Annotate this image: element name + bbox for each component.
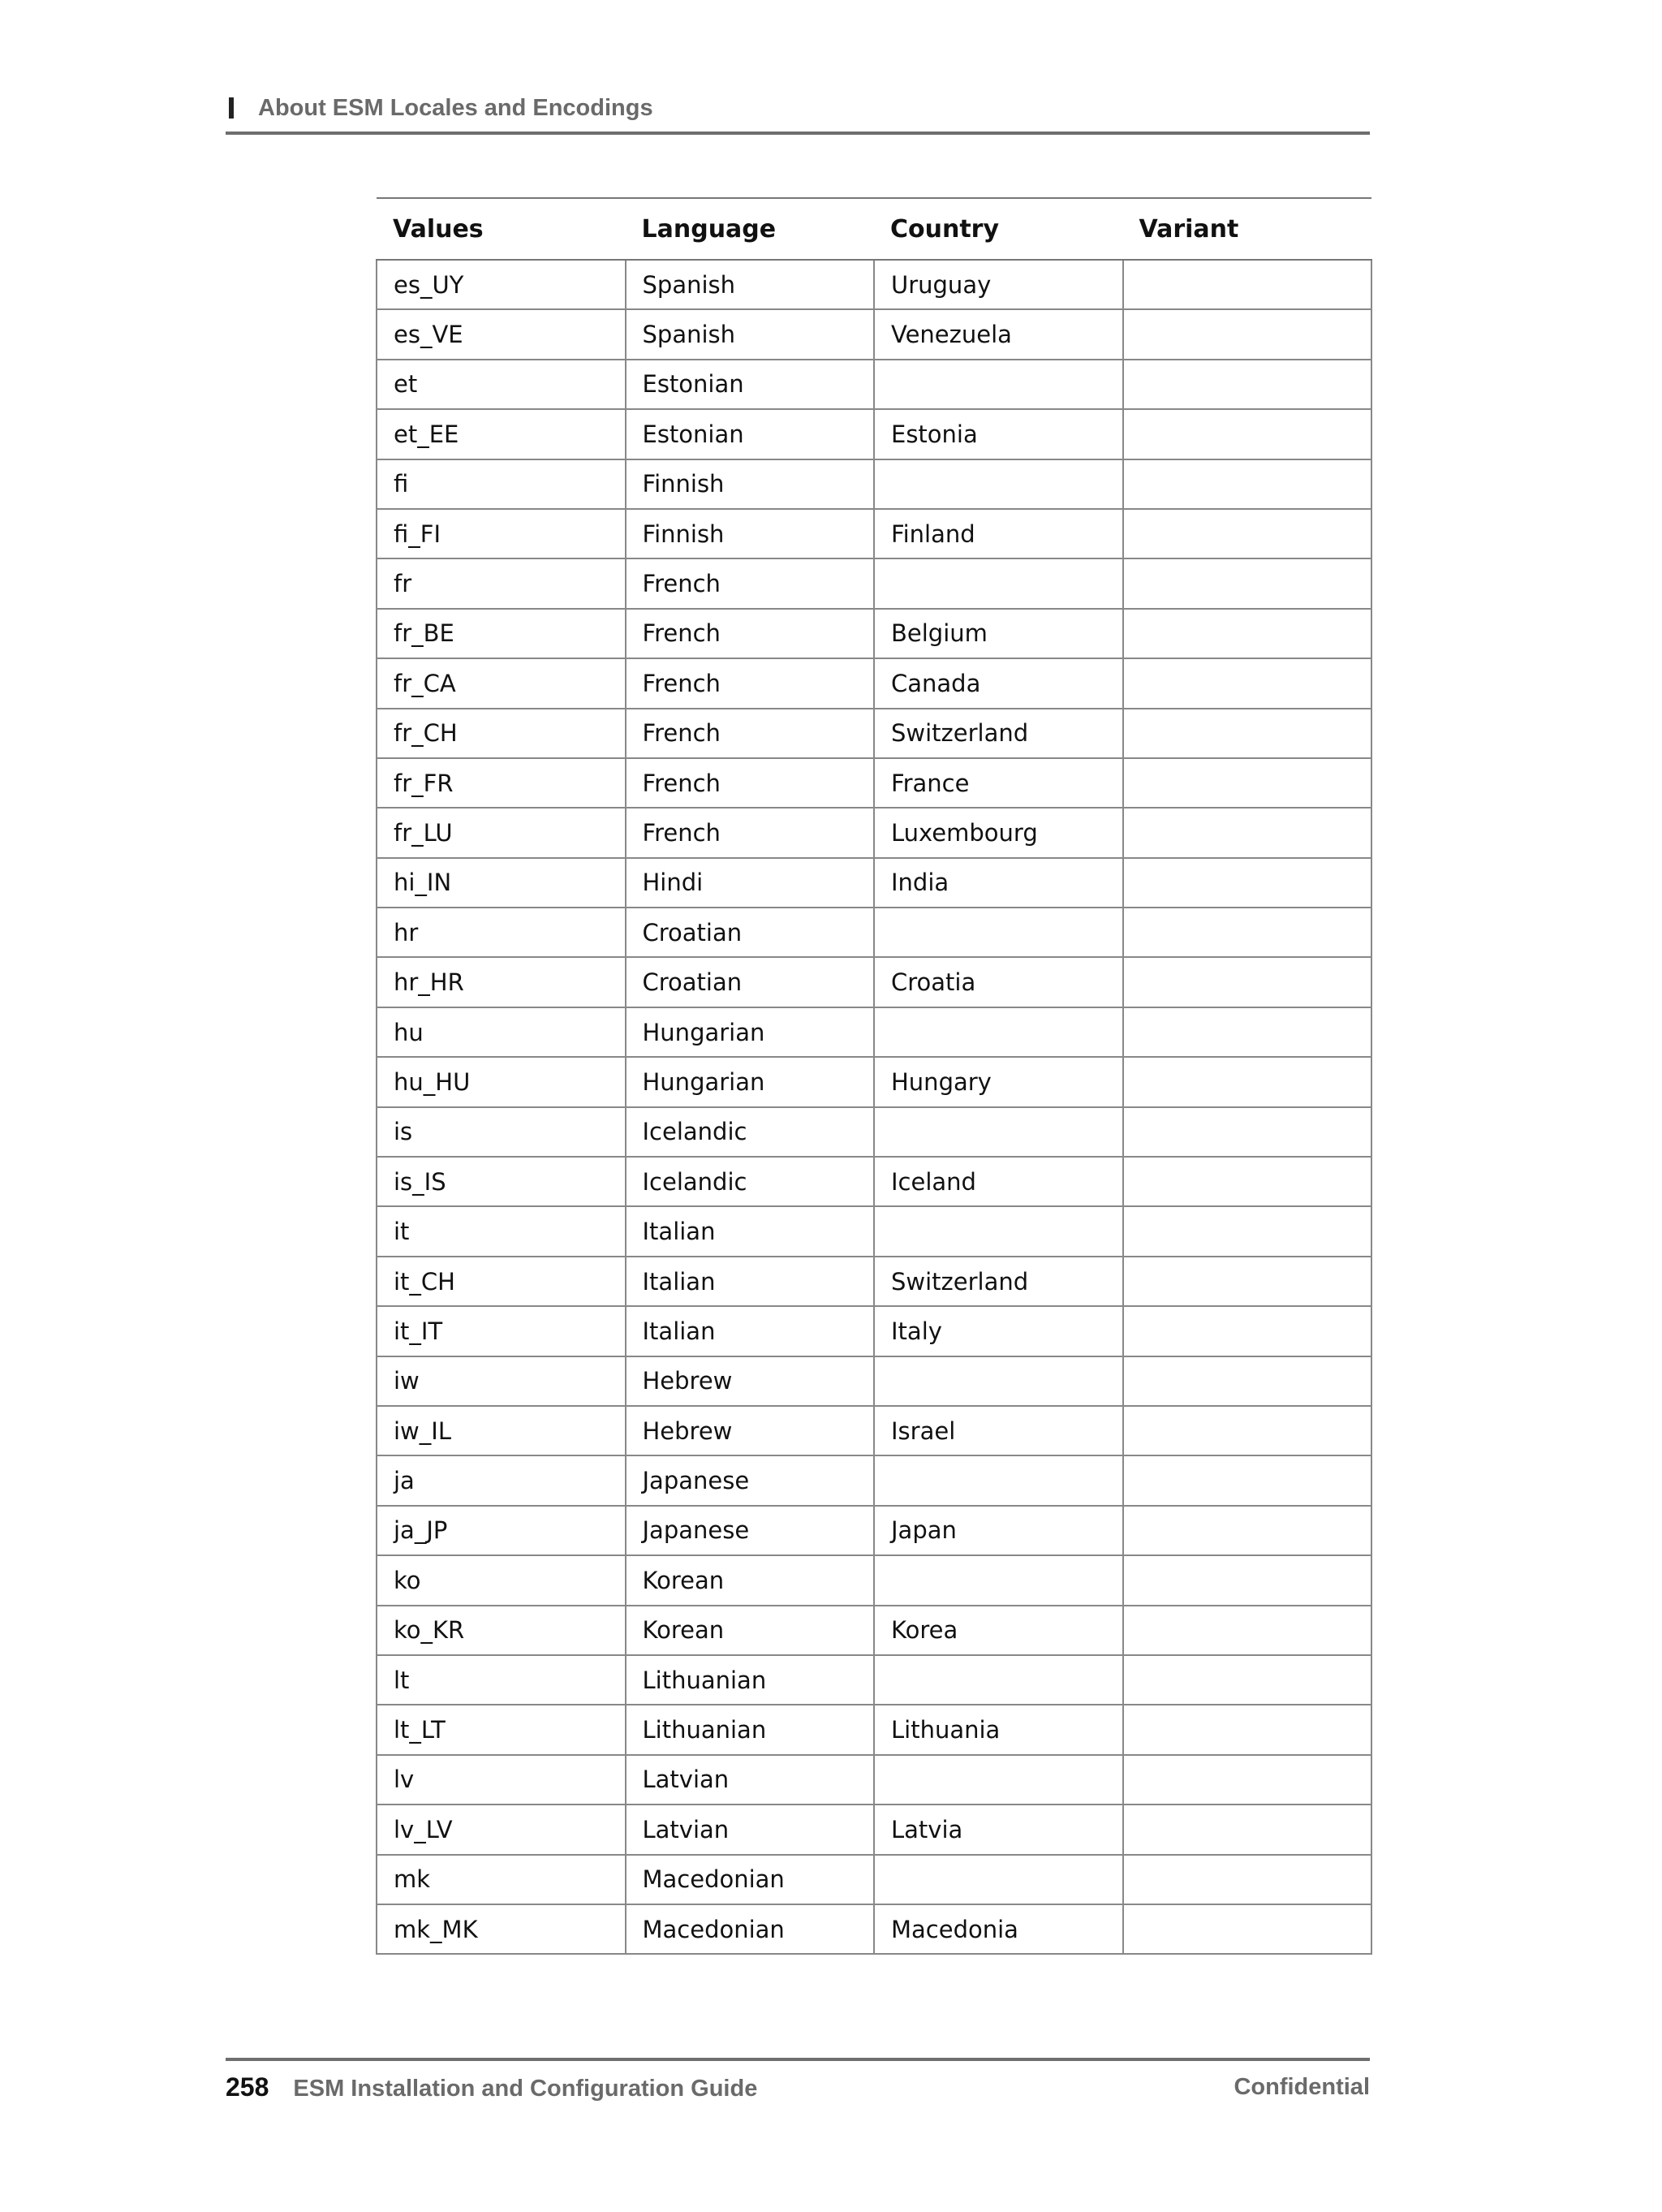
cell-language: French <box>626 758 875 808</box>
cell-variant <box>1123 1306 1372 1356</box>
cell-country: Lithuania <box>874 1705 1123 1754</box>
table-row <box>377 1406 1371 1455</box>
cell-country <box>874 1555 1123 1605</box>
locale-table <box>376 197 1372 1955</box>
table-row <box>377 309 1371 359</box>
cell-country: Switzerland <box>874 1257 1123 1306</box>
table-row <box>377 808 1371 857</box>
cell-country: Italy <box>874 1306 1123 1356</box>
cell-country: Croatia <box>874 957 1123 1007</box>
cell-value: iw <box>377 1356 626 1406</box>
cell-value: fr_CA <box>377 658 626 708</box>
cell-language: Lithuanian <box>626 1705 875 1754</box>
cell-value: et <box>377 360 626 409</box>
table-row <box>377 1157 1371 1206</box>
cell-variant <box>1123 709 1372 758</box>
table-row <box>377 1606 1371 1655</box>
cell-country <box>874 360 1123 409</box>
header-country: Country <box>874 198 1123 260</box>
cell-country: Latvia <box>874 1805 1123 1854</box>
table-row <box>377 1107 1371 1157</box>
table-row <box>377 1257 1371 1306</box>
cell-value: fi <box>377 459 626 509</box>
cell-value: is <box>377 1107 626 1157</box>
cell-variant <box>1123 360 1372 409</box>
cell-country <box>874 1107 1123 1157</box>
table-body <box>377 260 1371 1954</box>
cell-language: Italian <box>626 1306 875 1356</box>
cell-country: Japan <box>874 1506 1123 1555</box>
cell-language: French <box>626 808 875 857</box>
cell-value: ko <box>377 1555 626 1605</box>
table-row <box>377 1306 1371 1356</box>
cell-value: et_EE <box>377 409 626 459</box>
cell-value: lt <box>377 1655 626 1705</box>
table-row <box>377 459 1371 509</box>
cell-variant <box>1123 1755 1372 1805</box>
cell-country <box>874 1206 1123 1256</box>
header-title: About ESM Locales and Encodings <box>258 94 653 121</box>
table-row <box>377 509 1371 558</box>
cell-language: Japanese <box>626 1506 875 1555</box>
cell-variant <box>1123 1904 1372 1954</box>
table-header-row <box>377 198 1371 260</box>
cell-variant <box>1123 1555 1372 1605</box>
cell-country: Venezuela <box>874 309 1123 359</box>
cell-variant <box>1123 658 1372 708</box>
cell-language: Korean <box>626 1555 875 1605</box>
cell-language: Japanese <box>626 1455 875 1505</box>
cell-language: Korean <box>626 1606 875 1655</box>
cell-value: es_UY <box>377 260 626 309</box>
table-row <box>377 558 1371 608</box>
cell-variant <box>1123 1157 1372 1206</box>
cell-country <box>874 1455 1123 1505</box>
table-row <box>377 1855 1371 1904</box>
cell-language: Croatian <box>626 908 875 957</box>
cell-value: lv <box>377 1755 626 1805</box>
table-row <box>377 709 1371 758</box>
cell-country <box>874 1007 1123 1057</box>
cell-value: mk <box>377 1855 626 1904</box>
cell-language: Latvian <box>626 1805 875 1854</box>
cell-value: hr <box>377 908 626 957</box>
cell-variant <box>1123 858 1372 908</box>
table-row <box>377 658 1371 708</box>
cell-variant <box>1123 1855 1372 1904</box>
table-row <box>377 758 1371 808</box>
cell-value: fr_LU <box>377 808 626 857</box>
table-row <box>377 1705 1371 1754</box>
cell-country: Macedonia <box>874 1904 1123 1954</box>
cell-country: Canada <box>874 658 1123 708</box>
table-row <box>377 1007 1371 1057</box>
table-row <box>377 609 1371 658</box>
cell-language: French <box>626 658 875 708</box>
cell-country: Korea <box>874 1606 1123 1655</box>
cell-variant <box>1123 1406 1372 1455</box>
cell-value: hr_HR <box>377 957 626 1007</box>
cell-country: Uruguay <box>874 260 1123 309</box>
cell-country: Estonia <box>874 409 1123 459</box>
cell-value: it <box>377 1206 626 1256</box>
cell-country <box>874 558 1123 608</box>
header-marker <box>229 97 234 119</box>
cell-country: Finland <box>874 509 1123 558</box>
cell-variant <box>1123 1257 1372 1306</box>
cell-variant <box>1123 609 1372 658</box>
cell-variant <box>1123 459 1372 509</box>
header-language: Language <box>626 198 875 260</box>
cell-variant <box>1123 1107 1372 1157</box>
cell-value: fr_CH <box>377 709 626 758</box>
cell-language: French <box>626 609 875 658</box>
cell-language: Finnish <box>626 459 875 509</box>
cell-country: France <box>874 758 1123 808</box>
cell-value: hu_HU <box>377 1057 626 1106</box>
guide-title: ESM Installation and Configuration Guide <box>293 2075 758 2102</box>
table-row <box>377 1057 1371 1106</box>
table-row <box>377 1356 1371 1406</box>
cell-variant <box>1123 957 1372 1007</box>
cell-variant <box>1123 1057 1372 1106</box>
cell-value: it_IT <box>377 1306 626 1356</box>
confidential-label: Confidential <box>1234 2073 1370 2100</box>
cell-language: Macedonian <box>626 1855 875 1904</box>
cell-language: Italian <box>626 1257 875 1306</box>
cell-language: Hindi <box>626 858 875 908</box>
table-row <box>377 409 1371 459</box>
cell-country: Hungary <box>874 1057 1123 1106</box>
cell-value: lt_LT <box>377 1705 626 1754</box>
cell-value: hi_IN <box>377 858 626 908</box>
cell-language: Hebrew <box>626 1406 875 1455</box>
cell-country <box>874 1356 1123 1406</box>
table-row <box>377 1655 1371 1705</box>
cell-country: India <box>874 858 1123 908</box>
cell-language: Spanish <box>626 260 875 309</box>
cell-value: fi_FI <box>377 509 626 558</box>
cell-value: ja_JP <box>377 1506 626 1555</box>
header-variant: Variant <box>1123 198 1372 260</box>
cell-value: ko_KR <box>377 1606 626 1655</box>
cell-variant <box>1123 1007 1372 1057</box>
cell-value: fr <box>377 558 626 608</box>
cell-language: Icelandic <box>626 1157 875 1206</box>
cell-language: French <box>626 558 875 608</box>
cell-variant <box>1123 1655 1372 1705</box>
cell-country: Luxembourg <box>874 808 1123 857</box>
table-row <box>377 1555 1371 1605</box>
cell-variant <box>1123 1705 1372 1754</box>
cell-language: Finnish <box>626 509 875 558</box>
cell-variant <box>1123 1506 1372 1555</box>
cell-variant <box>1123 1606 1372 1655</box>
cell-language: Estonian <box>626 409 875 459</box>
table-row <box>377 1206 1371 1256</box>
cell-variant <box>1123 409 1372 459</box>
cell-value: es_VE <box>377 309 626 359</box>
cell-language: Italian <box>626 1206 875 1256</box>
cell-variant <box>1123 1356 1372 1406</box>
table-row <box>377 957 1371 1007</box>
cell-language: Estonian <box>626 360 875 409</box>
cell-country: Switzerland <box>874 709 1123 758</box>
cell-country <box>874 1855 1123 1904</box>
cell-country: Belgium <box>874 609 1123 658</box>
table-row <box>377 1904 1371 1954</box>
page-number: 258 <box>226 2072 269 2102</box>
table-row <box>377 1805 1371 1854</box>
cell-variant <box>1123 558 1372 608</box>
cell-variant <box>1123 1206 1372 1256</box>
cell-value: hu <box>377 1007 626 1057</box>
table-row <box>377 1455 1371 1505</box>
cell-language: Latvian <box>626 1755 875 1805</box>
cell-country <box>874 1755 1123 1805</box>
cell-variant <box>1123 260 1372 309</box>
cell-variant <box>1123 1455 1372 1505</box>
cell-language: Croatian <box>626 957 875 1007</box>
cell-language: Icelandic <box>626 1107 875 1157</box>
table-row <box>377 858 1371 908</box>
cell-language: Lithuanian <box>626 1655 875 1705</box>
cell-language: Hungarian <box>626 1007 875 1057</box>
table-row <box>377 360 1371 409</box>
cell-country: Iceland <box>874 1157 1123 1206</box>
table-row <box>377 260 1371 309</box>
cell-value: it_CH <box>377 1257 626 1306</box>
cell-value: lv_LV <box>377 1805 626 1854</box>
cell-language: French <box>626 709 875 758</box>
cell-value: iw_IL <box>377 1406 626 1455</box>
cell-variant <box>1123 908 1372 957</box>
cell-value: is_IS <box>377 1157 626 1206</box>
cell-country <box>874 908 1123 957</box>
cell-language: Macedonian <box>626 1904 875 1954</box>
cell-value: mk_MK <box>377 1904 626 1954</box>
cell-country <box>874 1655 1123 1705</box>
table-row <box>377 1755 1371 1805</box>
cell-value: fr_BE <box>377 609 626 658</box>
cell-language: Spanish <box>626 309 875 359</box>
cell-variant <box>1123 808 1372 857</box>
cell-variant <box>1123 509 1372 558</box>
cell-country: Israel <box>874 1406 1123 1455</box>
cell-variant <box>1123 758 1372 808</box>
cell-language: Hebrew <box>626 1356 875 1406</box>
page-header <box>226 84 1370 135</box>
cell-value: ja <box>377 1455 626 1505</box>
cell-variant <box>1123 309 1372 359</box>
page-footer <box>226 2058 1370 2113</box>
table-row <box>377 908 1371 957</box>
cell-country <box>874 459 1123 509</box>
cell-language: Hungarian <box>626 1057 875 1106</box>
header-values: Values <box>377 198 626 260</box>
cell-variant <box>1123 1805 1372 1854</box>
table-row <box>377 1506 1371 1555</box>
cell-value: fr_FR <box>377 758 626 808</box>
